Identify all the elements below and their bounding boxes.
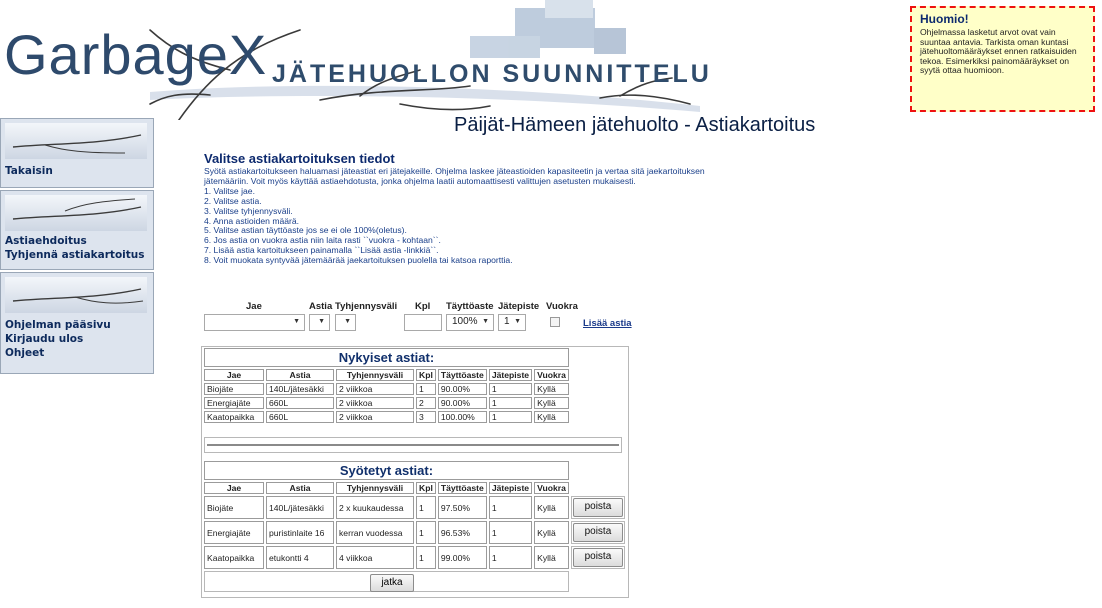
branch-thumbnail [5,123,147,159]
page-title: Päijät-Hämeen jätehuolto - Astiakartoitus [454,114,816,136]
table-cell: 2 viikkoa [336,383,414,395]
chevron-down-icon: ▼ [482,318,489,325]
column-header: Vuokra [534,482,569,494]
table-cell: 1 [416,546,436,569]
table-cell: 1 [489,521,532,544]
remove-button[interactable]: poista [573,498,623,517]
jae-select[interactable] [204,314,305,331]
site-header [0,0,900,120]
tyhjennysvali-select[interactable] [335,314,356,331]
table-cell: 140L/jätesäkki [266,383,334,395]
sidebar-block-main [0,272,154,374]
table-cell: Biojäte [204,383,264,395]
chevron-down-icon: ▼ [344,318,351,325]
current-containers-table [202,346,571,425]
table-cell: 3 [416,411,436,423]
table-cell: Kyllä [534,411,569,423]
table-cell: 1 [489,546,532,569]
sidebar-block-tools [0,190,154,270]
kpl-input[interactable] [404,314,442,331]
form-header-kpl: Kpl [415,301,431,312]
table-cell: 1 [489,411,532,423]
table-cell: Kyllä [534,521,569,544]
table-cell: 4 viikkoa [336,546,414,569]
table-cell: 96.53% [438,521,487,544]
tayttoaste-value: 100% [452,316,478,327]
sidebar-link-clear[interactable]: Tyhjennä astiakartoitus [5,249,145,261]
sidebar-link-help[interactable]: Ohjeet [5,347,45,359]
column-header: Astia [266,369,334,381]
form-header-astia: Astia [309,301,333,312]
sidebar-link-home[interactable]: Ohjelman pääsivu [5,319,111,331]
table-cell: 660L [266,411,334,423]
table-cell: 1 [489,397,532,409]
table-cell: 90.00% [438,383,487,395]
form-header-tyhjennysvali: Tyhjennysväli [335,301,398,312]
table-cell: 140L/jätesäkki [266,496,334,519]
table-row [204,496,625,519]
separator-line [207,444,619,446]
table-row [204,411,569,423]
intro-line: jätemääriin. Voit myös käyttää astiaehdotusta, jonka ohjelma laatii automaattisesti valittujen asetusten mukaisesti. [204,175,636,186]
table-cell: 90.00% [438,397,487,409]
logo: GarbageX [4,23,268,86]
branch-thumbnail [5,195,147,231]
table-cell: Kyllä [534,383,569,395]
intro-text [204,167,814,266]
current-containers-caption: Nykyiset astiat: [204,348,569,367]
sidebar-link-back[interactable]: Takaisin [5,165,53,177]
continue-row [204,571,569,592]
table-cell: etukontti 4 [266,546,334,569]
truck-icon [470,0,626,58]
table-cell: Biojäte [204,496,264,519]
table-cell: puristinlaite 16 [266,521,334,544]
sidebar-block-back [0,118,154,188]
sidebar-link-suggestion[interactable]: Astiaehdoitus [5,235,87,247]
form-header-tayttoaste: Täyttöaste [446,301,494,312]
entered-containers-table [202,459,627,571]
column-header: Tyhjennysväli [336,482,414,494]
table-cell: kerran vuodessa [336,521,414,544]
table-cell: 100.00% [438,411,487,423]
table-cell: Kyllä [534,397,569,409]
table-cell: 1 [489,383,532,395]
chevron-down-icon: ▼ [318,318,325,325]
add-container-link[interactable]: Lisää astia [583,318,632,329]
table-cell: 1 [416,496,436,519]
intro-line: Syötä astiakartoitukseen haluamasi jäteastiat eri jätejakeille. Ohjelma laskee jäteastioiden kapasiteetin ja vertaa sitä jaekartoituksen [204,166,705,176]
remove-button[interactable]: poista [573,523,623,542]
table-cell: 660L [266,397,334,409]
chevron-down-icon: ▼ [514,318,521,325]
notice-title: Huomio! [920,12,969,26]
sidebar-link-logout[interactable]: Kirjaudu ulos [5,333,84,345]
column-header: Jae [204,369,264,381]
astia-select[interactable] [309,314,330,331]
notice-box [910,6,1095,112]
column-header: Jae [204,482,264,494]
table-cell: Kaatopaikka [204,546,264,569]
intro-line: 4. Anna astioiden määrä. [204,215,300,226]
column-header: Jätepiste [489,369,532,381]
chevron-down-icon: ▼ [293,318,300,325]
table-cell: 2 [416,397,436,409]
continue-button[interactable]: jatka [370,574,414,592]
branch-thumbnail [5,277,147,313]
form-header-jatepiste: Jätepiste [498,301,540,312]
table-cell: Energiajäte [204,521,264,544]
table-cell: Kyllä [534,496,569,519]
entered-containers-caption: Syötetyt astiat: [204,461,569,480]
table-row [204,521,625,544]
table-cell: 1 [416,521,436,544]
tayttoaste-select[interactable] [446,314,494,331]
table-cell: 1 [489,496,532,519]
column-header: Jätepiste [489,482,532,494]
intro-line: 3. Valitse tyhjennysväli. [204,205,293,216]
column-header: Kpl [416,369,436,381]
column-header: Täyttöaste [438,482,487,494]
table-cell: 2 x kuukaudessa [336,496,414,519]
table-separator [204,437,622,453]
intro-line: 8. Voit muokata syntyvää jätemäärää jaekartoituksen puolella tai katsoa raporttia. [204,255,513,266]
form-header-vuokra: Vuokra [546,301,578,312]
column-header: Astia [266,482,334,494]
table-cell: 97.50% [438,496,487,519]
table-cell: Energiajäte [204,397,264,409]
vuokra-checkbox[interactable] [550,317,560,327]
intro-line: 5. Valitse astian täyttöaste jos se ei ole 100%(oletus). [204,225,407,236]
tagline: JÄTEHUOLLON SUUNNITTELU [272,60,712,88]
intro-line: 7. Lisää astia kartoitukseen painamalla ``Lisää astia -linkkiä``. [204,245,439,256]
column-header: Kpl [416,482,436,494]
intro-title: Valitse astiakartoituksen tiedot [204,151,395,166]
intro-line: 6. Jos astia on vuokra astia niin laita rasti ``vuokra - kohtaan``. [204,235,441,246]
intro-line: 2. Valitse astia. [204,195,262,206]
table-cell: 2 viikkoa [336,397,414,409]
column-header: Täyttöaste [438,369,487,381]
table-cell: 1 [416,383,436,395]
remove-button[interactable]: poista [573,548,623,567]
table-cell: Kyllä [534,546,569,569]
table-row [204,397,569,409]
table-cell: 99.00% [438,546,487,569]
intro-line: 1. Valitse jae. [204,185,255,196]
notice-body: Ohjelmassa lasketut arvot ovat vain suuntaa antavia. Tarkista oman kuntasi jätehuoltomääräykset ennen ratkaisuiden tekoa. Esimerkiksi painomääräykset on syytä ottaa huomioon. [920,27,1077,76]
jatepiste-select[interactable] [498,314,526,331]
form-header-jae: Jae [246,301,262,312]
jatepiste-value: 1 [504,316,510,327]
column-header: Vuokra [534,369,569,381]
table-cell: 2 viikkoa [336,411,414,423]
table-row [204,546,625,569]
column-header: Tyhjennysväli [336,369,414,381]
table-cell: Kaatopaikka [204,411,264,423]
table-row [204,383,569,395]
